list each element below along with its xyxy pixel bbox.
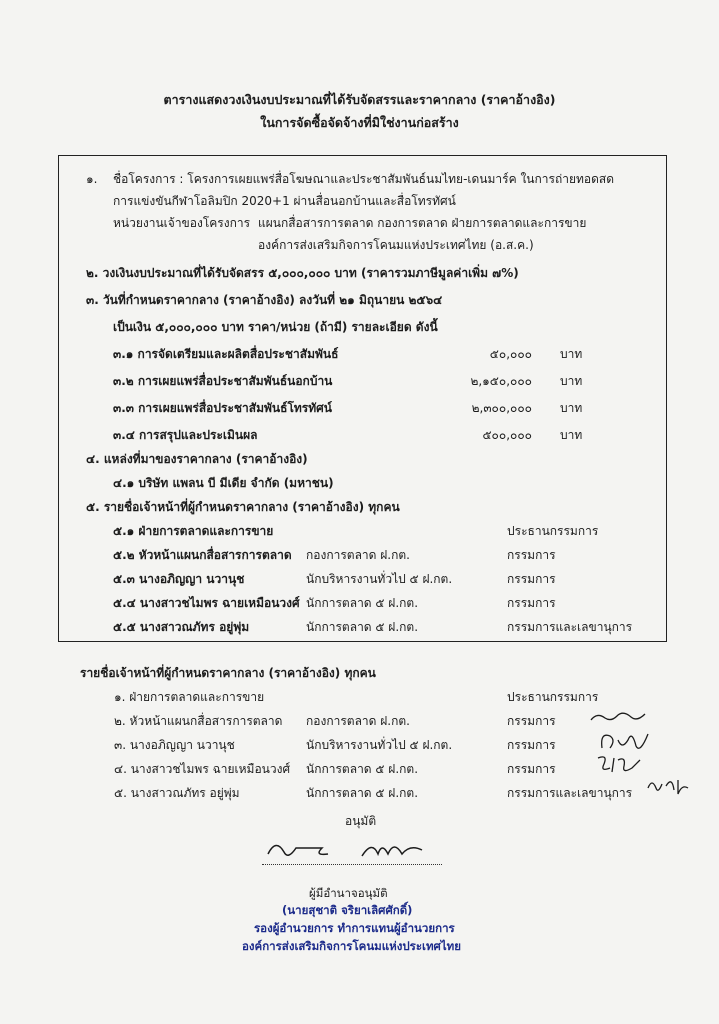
item-3-3-amount: ๒,๓๐๐,๐๐๐ [471,401,532,415]
lower-row-name: ๑. ฝ่ายการตลาดและการขาย [114,690,265,704]
lower-row-position: นักการตลาด ๕ ฝ.กต. [306,786,419,800]
approver-signature [262,832,442,868]
committee-row-name: ๕.๕ นางสาวณภัทร อยู่พุ่ม [113,620,250,634]
committee-row-role: กรรมการและเลขานุการ [507,620,633,634]
item-3-3-unit: บาท [560,401,583,415]
unit-label: หน่วยงานเจ้าของโครงการ [113,216,251,230]
lower-row-name: ๔. นางสาวชไมพร ฉายเหมือนวงศ์ [114,762,291,776]
committee-row-role: กรรมการ [507,596,556,610]
lower-row-name: ๓. นางอภิญญา นวานุช [114,738,235,752]
committee-row-name: ๕.๑ ฝ่ายการตลาดและการขาย [113,524,274,538]
committee-row-name: ๕.๔ นางสาวชไมพร ฉายเหมือนวงศ์ [113,596,300,610]
item-3-1-amount: ๕๐,๐๐๐ [489,347,532,361]
committee-row-name: ๕.๓ นางอภิญญา นวานุช [113,572,245,586]
doc-title-line1: ตารางแสดงวงเงินงบประมาณที่ได้รับจัดสรรและราคากลาง (ราคาอ้างอิง) [163,92,556,107]
committee-row-role: กรรมการ [507,572,556,586]
approve-label: อนุมัติ [345,814,377,828]
item-3-3-label: ๓.๓ การเผยแพร่สื่อประชาสัมพันธ์โทรทัศน์ [113,401,332,415]
lower-row-role: กรรมการและเลขานุการ [507,786,633,800]
committee-signature-5 [644,772,692,798]
item-3-4-amount: ๕๐๐,๐๐๐ [482,428,532,442]
source-item: ๔.๑ บริษัท แพลน บี มีเดีย จำกัด (มหาชน) [113,476,334,490]
unit-value2: องค์การส่งเสริมกิจการโคนมแห่งประเทศไทย (อ.ส.ค.) [258,238,534,252]
item-3-4-unit: บาท [560,428,583,442]
lower-row-name: ๕. นางสาวณภัทร อยู่พุ่ม [114,786,240,800]
item-3-2-label: ๓.๒ การเผยแพร่สื่อประชาสัมพันธ์นอกบ้าน [113,374,333,388]
committee-row-role: กรรมการ [507,548,556,562]
lower-row-position: นักบริหารงานทั่วไป ๕ ฝ.กต. [306,738,453,752]
lower-row-role: ประธานกรรมการ [507,690,599,704]
project-name: ชื่อโครงการ : โครงการเผยแพร่สื่อโฆษณาและประชาสัมพันธ์นมไทย-เดนมาร์ค ในการถ่ายทอดสด [113,172,615,186]
signer-name: (นายสุชาติ จริยาเลิศศักดิ์) [282,903,413,917]
ref-price-amount: เป็นเงิน ๕,๐๐๐,๐๐๐ บาท ราคา/หน่วย (ถ้ามี) รายละเอียด ดังนี้ [113,320,438,334]
doc-title-line2: ในการจัดซื้อจัดจ้างที่มิใช่งานก่อสร้าง [260,115,459,130]
item-3-1-label: ๓.๑ การจัดเตรียมและผลิตสื่อประชาสัมพันธ์ [113,347,339,361]
signer-title: ผู้มีอำนาจอนุมัติ [309,886,388,900]
ref-price-date: ๓. วันที่กำหนดราคากลาง (ราคาอ้างอิง) ลงวันที่ ๒๑ มิถุนายน ๒๕๖๔ [86,293,443,307]
signer-position-2: องค์การส่งเสริมกิจการโคนมแห่งประเทศไทย [242,939,461,953]
lower-row-role: กรรมการ [507,738,556,752]
lower-heading: รายชื่อเจ้าหน้าที่ผู้กำหนดราคากลาง (ราคาอ้างอิง) ทุกคน [80,666,376,680]
lower-row-name: ๒. หัวหน้าแผนกสื่อสารการตลาด [114,714,283,728]
source-heading: ๔. แหล่งที่มาของราคากลาง (ราคาอ้างอิง) [86,452,308,466]
project-name-cont: การแข่งขันกีฬาโอลิมปิก 2020+1 ผ่านสื่อนอกบ้านและสื่อโทรทัศน์ [113,194,456,208]
unit-value: แผนกสื่อสารการตลาด กองการตลาด ฝ่ายการตลาดและการขาย [258,216,587,230]
committee-heading: ๕. รายชื่อเจ้าหน้าที่ผู้กำหนดราคากลาง (ราคาอ้างอิง) ทุกคน [86,500,400,514]
item-3-2-amount: ๒,๑๕๐,๐๐๐ [470,374,532,388]
signer-position-1: รองผู้อำนวยการ ทำการแทนผู้อำนวยการ [254,921,455,935]
committee-row-name: ๕.๒ หัวหน้าแผนกสื่อสารการตลาด [113,548,292,562]
section1-num: ๑. [86,172,98,186]
committee-row-position: นักบริหารงานทั่วไป ๕ ฝ.กต. [306,572,453,586]
item-3-1-unit: บาท [560,347,583,361]
budget-line: ๒. วงเงินงบประมาณที่ได้รับจัดสรร ๕,๐๐๐,๐๐๐ บาท (ราคารวมภาษีมูลค่าเพิ่ม ๗%) [86,266,519,280]
lower-row-position: นักการตลาด ๕ ฝ.กต. [306,762,419,776]
committee-row-position: นักการตลาด ๕ ฝ.กต. [306,596,419,610]
committee-row-position: กองการตลาด ฝ.กต. [306,548,410,562]
lower-row-position: กองการตลาด ฝ.กต. [306,714,410,728]
item-3-4-label: ๓.๔ การสรุปและประเมินผล [113,428,258,442]
item-3-2-unit: บาท [560,374,583,388]
lower-row-role: กรรมการ [507,762,556,776]
committee-row-role: ประธานกรรมการ [507,524,599,538]
signature-line [262,864,442,865]
lower-row-role: กรรมการ [507,714,556,728]
committee-row-position: นักการตลาด ๕ ฝ.กต. [306,620,419,634]
committee-signature-4 [592,750,644,776]
